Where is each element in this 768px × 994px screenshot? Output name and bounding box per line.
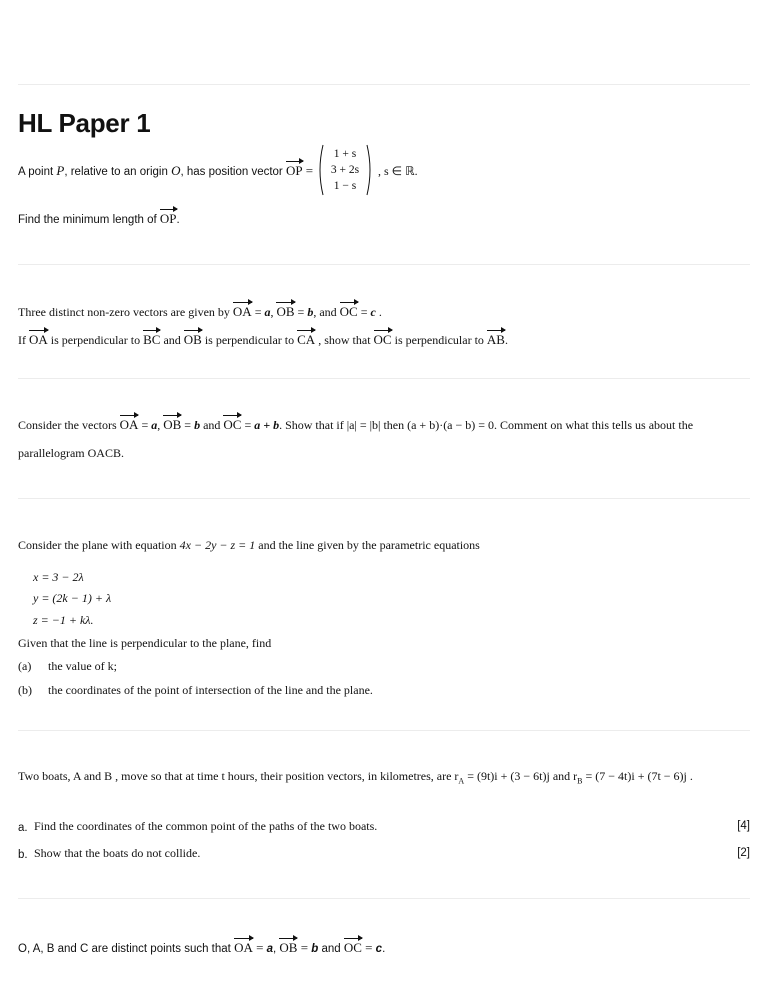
vector-ca: CA (297, 332, 316, 347)
matrix-row: 3 + 2s (330, 164, 360, 176)
vector-ob: OB (163, 417, 182, 432)
vector-ab: AB (486, 332, 505, 347)
parametric-equation-z: z = −1 + kλ. (33, 613, 94, 627)
question-3-line-2: parallelogram OACB. (18, 446, 124, 460)
vector-op: OP (285, 163, 303, 178)
vector-oa: OA (29, 332, 48, 347)
part-b-text: Show that the boats do not collide. (34, 846, 201, 860)
part-b-label: (b) (18, 683, 32, 697)
part-a-text: Find the coordinates of the common point of the paths of the two boats. (34, 819, 378, 833)
question-2-line-2: If OA is perpendicular to BC and OB is perpendicular to CA , show that OC is perpendicular to AB. (18, 332, 508, 347)
divider (18, 264, 750, 265)
vector-ob: OB (279, 940, 298, 955)
vector-oc: OC (339, 304, 358, 319)
part-a-label: (a) (18, 659, 32, 673)
question-3-line-1: Consider the vectors OA = a, OB = b and OC = a + b. Show that if |a| = |b| then (a + b)·(a − b) = 0. Comment on what this tells us about the (18, 417, 694, 432)
part-a-label: a. (18, 822, 28, 834)
divider (18, 730, 750, 731)
part-a-text: the value of k; (48, 659, 117, 673)
question-4-stem: Consider the plane with equation 4x − 2y − z = 1 and the line given by the parametric equations (18, 538, 480, 552)
vector-ob: OB (276, 304, 295, 319)
vector-bc: BC (143, 332, 161, 347)
vector-oa: OA (119, 417, 139, 432)
divider (18, 378, 750, 379)
left-paren (316, 144, 324, 196)
question-5-stem: Two boats, A and B , move so that at time t hours, their position vectors, in kilometres, are $r_A = (9t)i + (3 - 6t)j$ and $r_B = (7 - 4t)i + (7t - 6)j$ . (18, 769, 693, 786)
question-1-domain: , s ∈ ℝ. (378, 164, 418, 178)
question-4-given: Given that the line is perpendicular to the plane, find (18, 636, 272, 650)
vector-oa: OA (234, 940, 253, 955)
vector-oc: OC (373, 332, 392, 347)
part-b-marks: [2] (737, 847, 750, 859)
divider (18, 898, 750, 899)
vector-op: OP (159, 211, 177, 226)
page-title: HL Paper 1 (18, 108, 151, 138)
vector-oc: OC (223, 417, 242, 432)
vector-ob: OB (183, 332, 202, 347)
part-b-label: b. (18, 849, 28, 861)
question-6-stem: O, A, B and C are distinct points such that OA = a, OB = b and OC = c. (18, 940, 386, 955)
part-b-text: the coordinates of the point of intersection of the line and the plane. (48, 683, 373, 697)
matrix-row: 1 + s (333, 148, 357, 160)
divider (18, 498, 750, 499)
vector-oa: OA (232, 304, 252, 319)
parametric-equation-y: y = (2k − 1) + λ (33, 591, 112, 605)
position-vector-matrix (316, 144, 374, 196)
question-2-line-1: Three distinct non-zero vectors are given by OA = a, OB = b, and OC = c . (18, 304, 382, 319)
right-paren (366, 144, 374, 196)
part-a-marks: [4] (737, 820, 750, 832)
question-1-stem: A point P, relative to an origin O, has position vector OP = (18, 163, 314, 178)
vector-oc: OC (343, 940, 362, 955)
matrix-row: 1 − s (333, 180, 357, 192)
question-1-task: Find the minimum length of OP. (18, 211, 180, 226)
divider (18, 84, 750, 85)
parametric-equation-x: x = 3 − 2λ (33, 570, 84, 584)
